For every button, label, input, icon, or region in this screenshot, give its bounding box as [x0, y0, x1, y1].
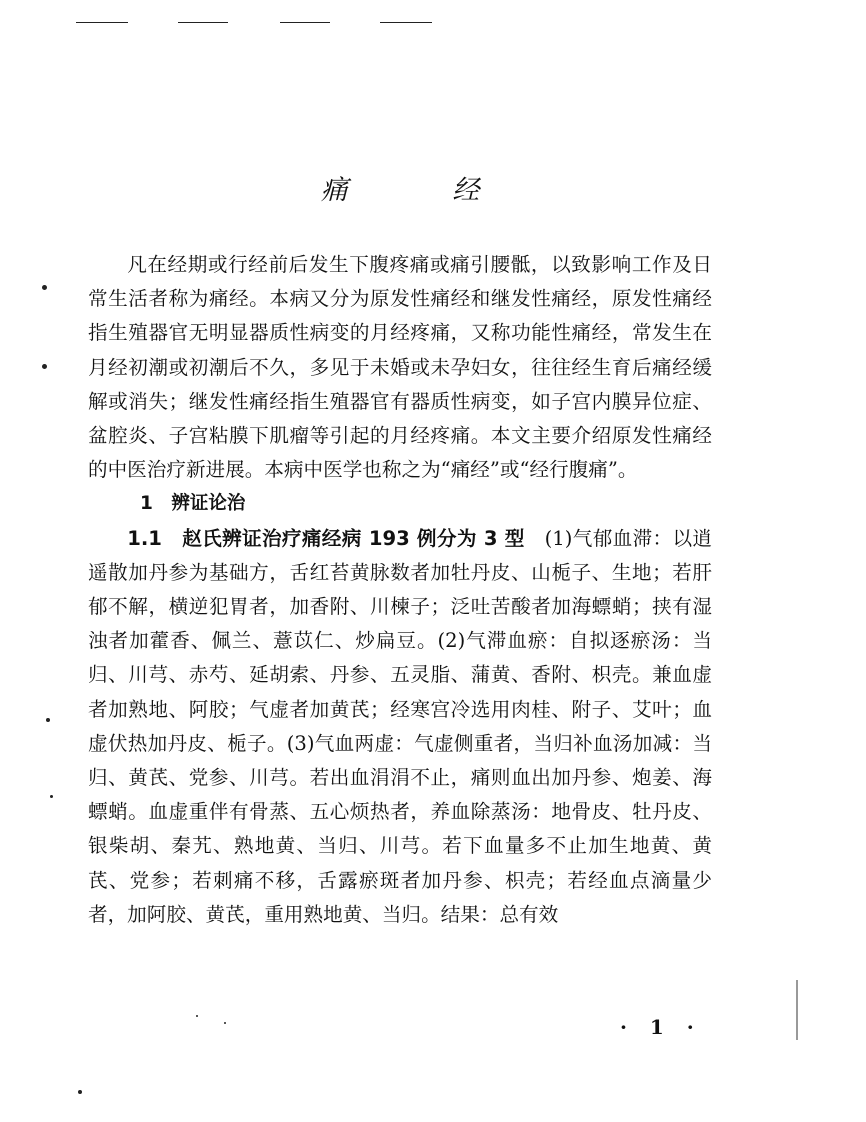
scan-speck — [78, 1090, 82, 1094]
page-title: 痛 经 — [320, 175, 528, 206]
scan-speck — [196, 1015, 198, 1017]
page-number: · 1 · — [620, 1015, 702, 1039]
article-body — [88, 248, 712, 932]
subsection-title: 赵氏辨证治疗痛经病 193 例分为 3 型 — [182, 526, 525, 550]
intro-paragraph: 凡在经期或行经前后发生下腹疼痛或痛引腰骶，以致影响工作及日常生活者称为痛经。本病又分为原发性痛经和继发性痛经，原发性痛经指生殖器官无明显器质性病变的月经疼痛，又称功能性痛经，常发生在月经初潮或初潮后不久，多见于未婚或未孕妇女，往往经生育后痛经缓解或消失；继发性痛经指生殖器官有器质性病变，如子宫内膜异位症、盆腔炎、子宫粘膜下肌瘤等引起的月经疼痛。本文主要介绍原发性痛经的中医治疗新进展。本病中医学也称之为“痛经”或“经行腹痛”。 — [88, 253, 712, 482]
scan-speck — [42, 364, 47, 369]
subsection-paragraph — [88, 522, 712, 932]
scan-speck — [50, 795, 53, 798]
scan-speck — [796, 980, 798, 1040]
scan-speck — [224, 1022, 226, 1024]
header-rule — [178, 22, 228, 23]
scan-speck — [42, 285, 47, 290]
header-rule — [280, 22, 330, 23]
subsection-number: 1.1 — [127, 526, 162, 550]
section-heading: 1 辨证论治 — [140, 493, 246, 515]
header-rule — [380, 22, 432, 23]
subsection-body: (1)气郁血滞：以逍遥散加丹参为基础方，舌红苔黄脉数者加牡丹皮、山栀子、生地；若肝郁不解，横逆犯胃者，加香附、川楝子；泛吐苦酸者加海螵蛸；挟有湿浊者加藿香、佩兰、薏苡仁、炒扁豆。(2)气滞血瘀：自拟逐瘀汤：当归、川芎、赤芍、延胡索、丹参、五灵脂、蒲黄、香附、枳壳。兼血虚者加熟地、阿胶；气虚者加黄芪；经寒宫冷选用肉桂、附子、艾叶；血虚伏热加丹皮、栀子。(3)气血两虚：气虚侧重者，当归补血汤加减：当归、黄芪、党参、川芎。若出血涓涓不止，痛则血出加丹参、炮姜、海螵蛸。血虚重伴有骨蒸、五心烦热者，养血除蒸汤：地骨皮、牡丹皮、银柴胡、秦艽、熟地黄、当归、川芎。若下血量多不止加生地黄、黄芪、党参；若刺痛不移，舌露瘀斑者加丹参、枳壳；若经血点滴量少者，加阿胶、黄芪，重用熟地黄、当归。结果：总有效 — [88, 526, 712, 926]
header-rule — [76, 22, 128, 23]
scan-speck — [46, 718, 50, 722]
